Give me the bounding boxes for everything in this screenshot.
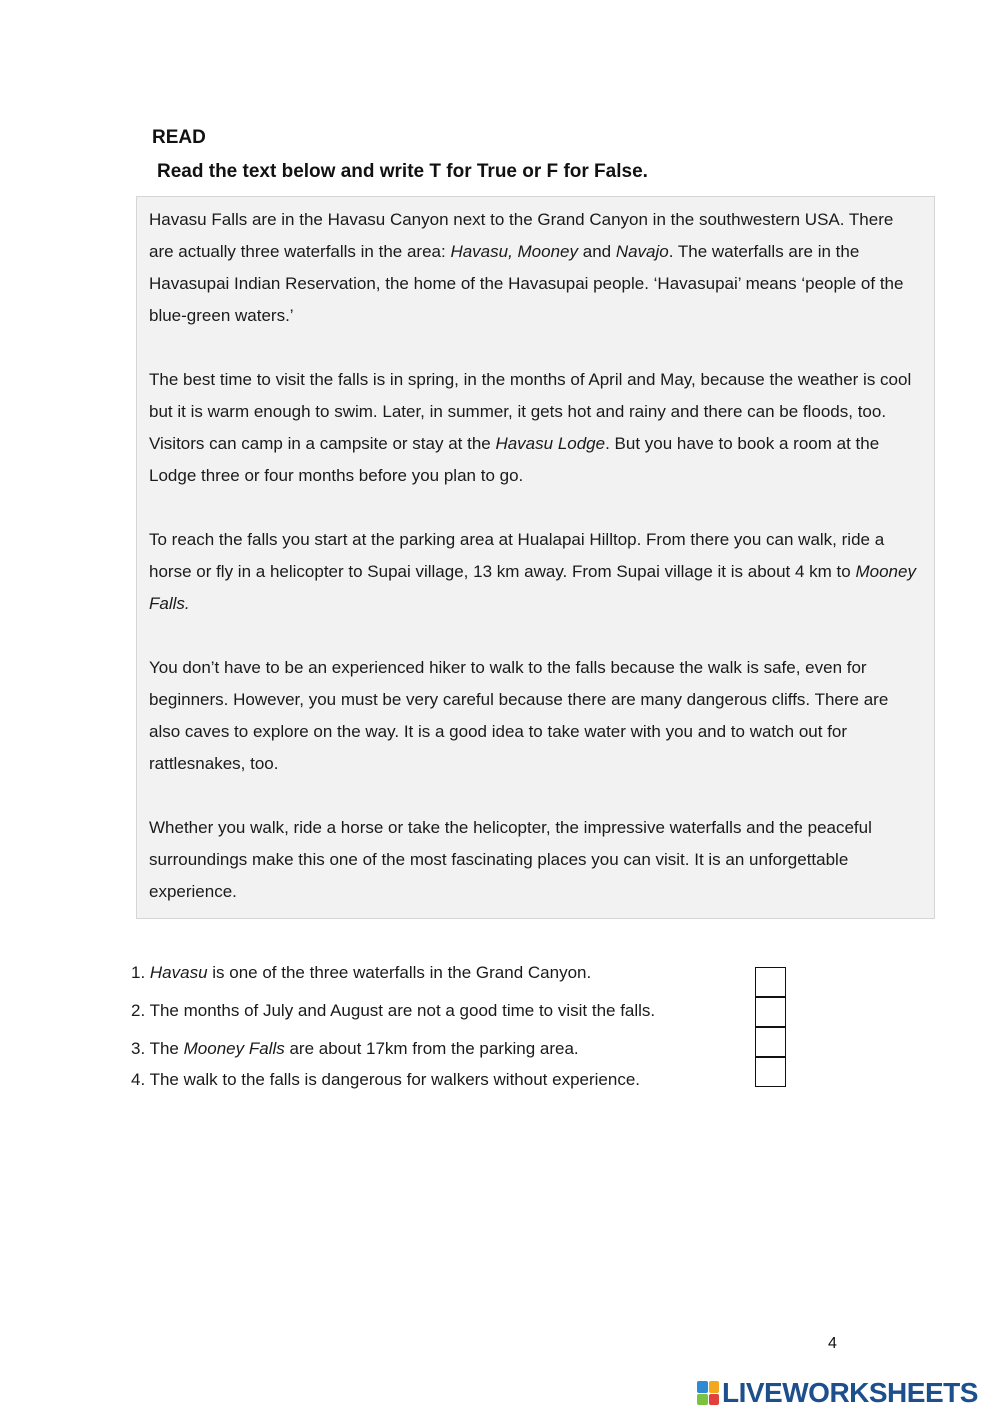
- passage-paragraph-4: You don’t have to be an experienced hiker to walk to the falls because the walk is safe, even for beginners. However, you must be very careful because there are many dangerous cliffs. There are also caves to explore on the way. It is a good idea to take water with you and to watch out for rattlesnakes, too.: [149, 658, 889, 773]
- passage-text: . But you have to book a room at the Lodge three or four months before you plan to go.: [149, 434, 880, 485]
- passage-text: . The waterfalls are in the Havasupai Indian Reservation, the home of the Havasupai people. ‘Havasupai’ means ‘people of the blue-green waters.’: [149, 242, 904, 325]
- answer-box-2[interactable]: [755, 997, 786, 1027]
- brand-name: LIVEWORKSHEETS: [722, 1377, 978, 1408]
- passage-text: The best time to visit the falls is in spring, in the months of April and May, because the weather is cool but it is warm enough to swim. Later, in summer, it gets hot and rainy and there can be floods, too. Visitors can camp in a campsite or stay at the: [149, 370, 912, 453]
- page-number: 4: [828, 1335, 837, 1352]
- reading-passage: [136, 196, 935, 919]
- question-text: The walk to the falls is dangerous for walkers without experience.: [149, 1070, 641, 1089]
- logo-square-red: [709, 1394, 720, 1406]
- passage-paragraph-1: [149, 204, 920, 332]
- passage-italic: Havasu, Mooney: [450, 242, 579, 261]
- passage-text: Havasu Falls are in the Havasu Canyon next to the Grand Canyon in the southwestern USA. There are actually three waterfalls in the area:: [149, 210, 894, 261]
- question-number: 3.: [131, 1039, 150, 1058]
- passage-text: and: [578, 242, 616, 261]
- question-italic: Havasu: [149, 963, 208, 982]
- passage-italic: Navajo: [615, 242, 669, 261]
- question-text: are about 17km from the parking area.: [284, 1039, 579, 1058]
- instruction-heading: Read the text below and write T for True or F for False.: [157, 161, 648, 182]
- question-number: 4.: [131, 1070, 150, 1089]
- passage-paragraph-5: Whether you walk, ride a horse or take the helicopter, the impressive waterfalls and the peaceful surroundings make this one of the most fascinating places you can visit. It is an unforgettable experience.: [149, 818, 872, 901]
- question-text: is one of the three waterfalls in the Grand Canyon.: [207, 963, 592, 982]
- passage-italic: Havasu Lodge: [495, 434, 606, 453]
- logo-square-blue: [697, 1381, 708, 1393]
- question-2: [131, 1001, 655, 1021]
- question-4: [131, 1070, 640, 1090]
- question-italic: Mooney Falls: [183, 1039, 285, 1058]
- passage-paragraph-3: [149, 524, 920, 620]
- passage-text: To reach the falls you start at the parking area at Hualapai Hilltop. From there you can walk, ride a horse or fly in a helicopter to Supai village, 13 km away. From Supai village it is about 4 km to: [149, 530, 885, 581]
- question-number: 1.: [131, 963, 150, 982]
- liveworksheets-logo: [697, 1378, 978, 1408]
- section-heading: READ: [152, 127, 206, 148]
- brand-logo-icon: [697, 1381, 719, 1405]
- question-number: 2.: [131, 1001, 150, 1020]
- question-text: The months of July and August are not a good time to visit the falls.: [149, 1001, 656, 1020]
- question-3: [131, 1039, 579, 1059]
- question-text: The: [149, 1039, 184, 1058]
- answer-box-1[interactable]: [755, 967, 786, 997]
- question-1: [131, 963, 591, 983]
- answer-box-3[interactable]: [755, 1027, 786, 1057]
- answer-box-4[interactable]: [755, 1057, 786, 1087]
- passage-italic: Mooney Falls.: [149, 562, 916, 613]
- logo-square-green: [697, 1394, 708, 1406]
- passage-paragraph-2: [149, 364, 920, 492]
- logo-square-orange: [709, 1381, 720, 1393]
